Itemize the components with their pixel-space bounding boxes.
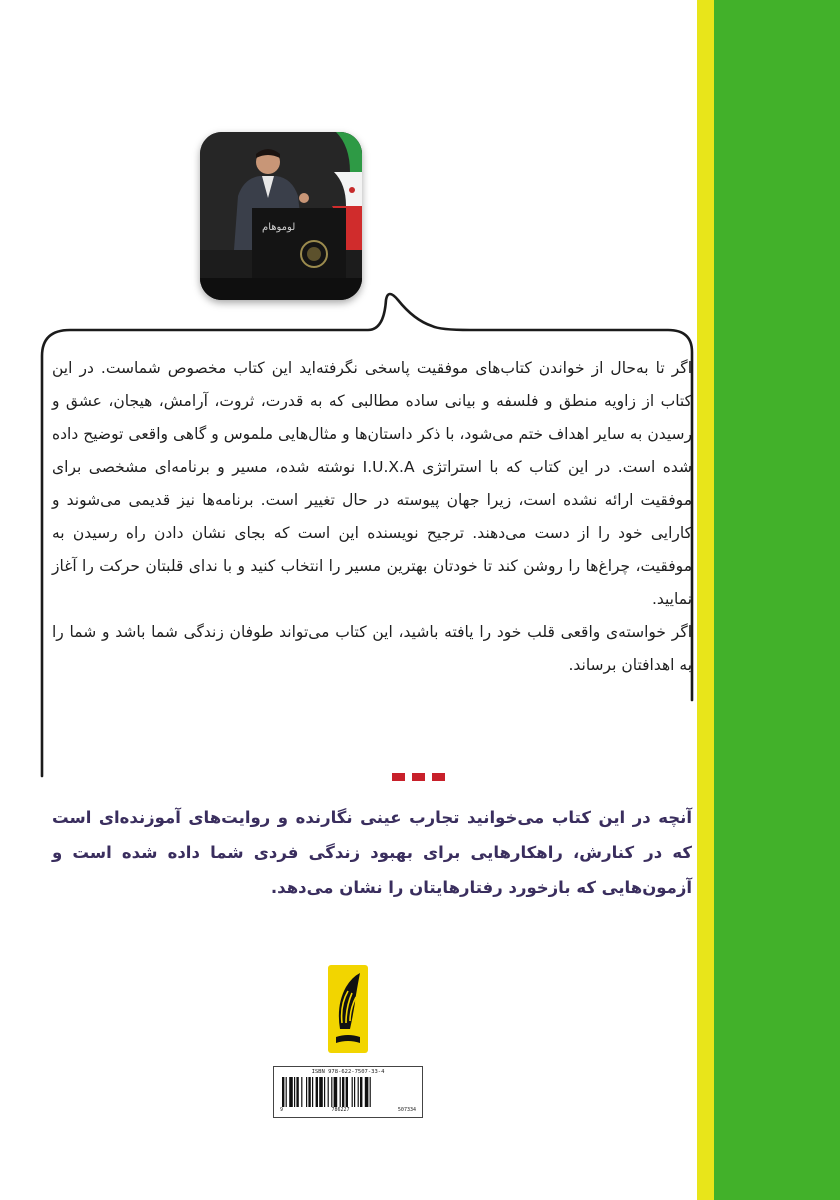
barcode-bar: [358, 1077, 359, 1107]
barcode-bar: [324, 1077, 325, 1107]
separator-dot: [412, 773, 425, 781]
barcode-bar: [308, 1077, 310, 1107]
barcode-bar: [282, 1077, 284, 1107]
book-summary: [52, 800, 692, 905]
barcode-bar: [342, 1077, 344, 1107]
barcode-bar: [360, 1077, 362, 1107]
description-paragraph: اگر خواسته‌ی واقعی قلب خود را یافته باشید، این کتاب می‌تواند طوفان زندگی شما باشد و شما را به اهدافتان برساند.: [52, 623, 692, 674]
barcode-digits: 9 786227 507334: [280, 1107, 416, 1113]
summary-paragraph: آنچه در این کتاب می‌خوانید تجارب عینی نگارنده و روایت‌های آموزنده‌ای است که در کنارش، راهکارهایی برای بهبود زندگی فردی شما داده شده است و آزمون‌هایی که بازخورد رفتارهایتان را نشان می‌دهد.: [52, 808, 692, 897]
barcode-bar: [354, 1077, 355, 1107]
barcode-bars: [280, 1077, 416, 1107]
isbn-label: ISBN 978-622-7507-33-4: [311, 1069, 385, 1075]
separator-dot: [392, 773, 405, 781]
barcode-bar: [316, 1077, 318, 1107]
publisher-logo-icon: [328, 965, 368, 1053]
author-photo: [200, 132, 362, 300]
barcode-bar: [289, 1077, 293, 1107]
spine-green-panel: [714, 0, 840, 1200]
barcode-bar: [328, 1077, 329, 1107]
barcode-bar: [340, 1077, 341, 1107]
barcode-bar: [301, 1077, 302, 1107]
description-paragraph: اگر تا به‌حال از خواندن کتاب‌های موفقیت پاسخی نگرفته‌اید این کتاب مخصوص شماست. در این کتاب از زاویه منطق و فلسفه و بیانی ساده مطالبی که به قدرت، ثروت، آرامش، هیجان، عشق و رسیدن به سایر اهداف ختم می‌شود، با ذکر داستان‌ها و مثال‌هایی ملموس و گاهی واقعی توضیح داده شده است. در این کتاب که با استراتژی I.U.X.A نوشته شده، مسیر و برنامه‌ای مشخصی برای موفقیت ارائه نشده است، زیرا جهان پیوسته در حال تغییر است. برنامه‌ها نیز قدیمی می‌شوند و کارایی خود را از دست می‌دهند. ترجیح نویسنده این است که بجای نشان دادن راه رسیدن به موفقیت، چراغ‌ها را روشن کند تا خودتان بهترین مسیر را انتخاب کنید و با ندای قلبتان حرکت را آغاز نمایید.: [52, 359, 692, 608]
barcode-bar: [312, 1077, 313, 1107]
barcode: [273, 1066, 423, 1118]
book-description: [52, 352, 692, 682]
barcode-bar: [296, 1077, 298, 1107]
barcode-bar: [352, 1077, 353, 1107]
barcode-bar: [294, 1077, 295, 1107]
barcode-bar: [365, 1077, 369, 1107]
podium-sign: لوموهام: [262, 222, 296, 233]
section-separator: [392, 773, 446, 781]
barcode-bar: [331, 1077, 332, 1107]
barcode-bar: [306, 1077, 307, 1107]
barcode-bar: [319, 1077, 323, 1107]
barcode-bar: [346, 1077, 348, 1107]
barcode-bar: [370, 1077, 371, 1107]
spine-yellow-stripe: [697, 0, 714, 1200]
barcode-bar: [334, 1077, 338, 1107]
separator-dot: [432, 773, 445, 781]
barcode-bar: [286, 1077, 287, 1107]
